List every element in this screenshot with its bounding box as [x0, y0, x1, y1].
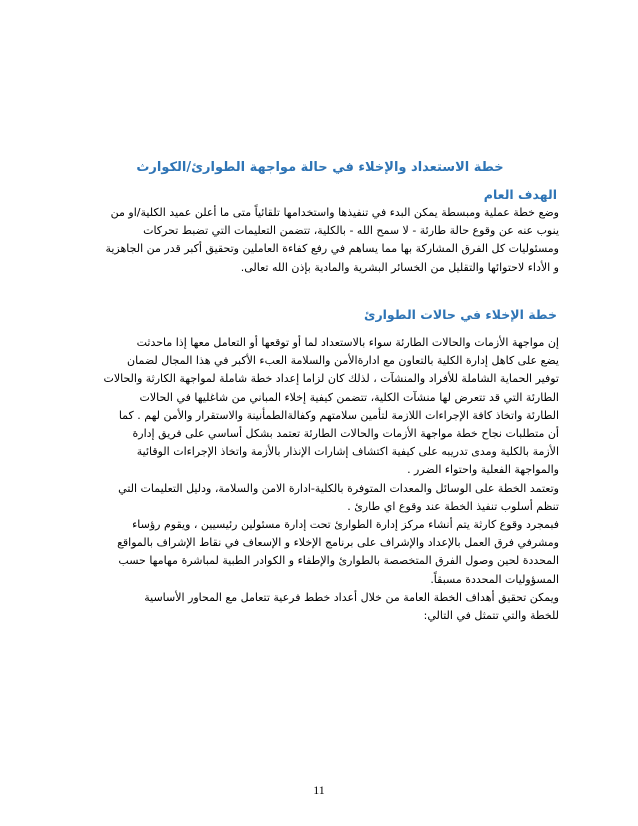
paragraph-line: المحددة لحين وصول الفرق المتخصصة بالطوارئ والإطفاء و الكوادر الطبية لمباشرة مهامها حسب	[118, 554, 559, 568]
paragraph-line: ومشرفي فرق العمل بالإعداد والإشراف على برنامج الإخلاء و الإسعاف في نقاط الإشراف بالمواقع	[117, 536, 559, 550]
paragraph-line: تنظم أسلوب تنفيذ الخطة عند وقوع اي طارئ .	[347, 499, 559, 513]
paragraph-line: و الأداء لاحتوائها والتقليل من الخسائر البشرية والمادية بإذن الله تعالى.	[240, 260, 559, 274]
page-number: 11	[313, 783, 325, 797]
document-title: خطة الاستعداد والإخلاء في حالة مواجهة الطوارئ/الكوارث	[136, 160, 504, 175]
paragraph-line: المسؤوليات المحددة مسبقاً.	[430, 572, 559, 586]
paragraph-line: الأزمة بالكلية ومدى تدريبه على كيفية اكتشاف إشارات الإنذار بالأزمة واتخاذ الإجراءات الوقائية	[136, 445, 559, 459]
section-general-goal-heading: الهدف العام	[483, 187, 557, 202]
paragraph-line: إن مواجهة الأزمات والحالات الطارئة سواء بالاستعداد لما أو توقعها أو التعامل معها إذا ماحدثت	[136, 336, 559, 349]
paragraph-line: ويمكن تحقيق أهداف الخطة العامة من خلال أعداد خطط فرعية تتعامل مع المحاور الأساسية	[144, 590, 559, 604]
paragraph-line: ينوب عنه عن وقوع حالة طارئة - لا سمح الله - بالكلية، تتضمن التعليمات التي تضبط تحركات	[143, 224, 559, 238]
paragraph-line: والمواجهة الفعلية واحتواء الضرر .	[407, 463, 559, 477]
paragraph-line: الطارئة التي قد تتعرض لها منشآت الكلية، تتضمن كيفية إخلاء المباني من شاغليها في الحالات	[139, 390, 559, 404]
paragraph-line: يضع على كاهل إدارة الكلية بالتعاون مع ادارةالأمن والسلامة العبء الأكبر في هذا المجال لضمان	[127, 354, 559, 368]
paragraph-line: وضع خطة عملية ومبسطة يمكن البدء في تنفيذها واستخدامها تلقائياً متى ما أعلن عميد الكلية/او من	[110, 206, 559, 219]
paragraph-line: فبمجرد وقوع كارثة يتم أنشاء مركز إدارة الطوارئ تحت إدارة مسئولين رئيسيين ، ويقوم رؤساء	[132, 518, 559, 532]
paragraph-line: توفير الحماية الشاملة للأفراد والمنشآت ، لذلك كان لزاما إعداد خطة شاملة لمواجهة الكارثة والحالات	[103, 372, 559, 386]
paragraph-line: أن متطلبات نجاح خطة مواجهة الأزمات والحالات الطارئة تعتمد بشكل أساسي على فريق إدارة	[132, 427, 559, 441]
section-evacuation-paragraph	[81, 334, 559, 625]
section-evacuation-heading: خطة الإخلاء في حالات الطوارئ	[364, 307, 557, 322]
section-general-goal-paragraph	[81, 204, 559, 277]
paragraph-line: وتعتمد الخطة على الوسائل والمعدات المتوفرة بالكلية-ادارة الامن والسلامة، ودليل التعليمات التي	[118, 481, 559, 495]
paragraph-line: الطارئة واتخاذ كافة الإجراءات اللازمة لتأمين سلامتهم وكفالةالطمأنينة والاستقرار والأمن لهم . كما	[118, 408, 559, 422]
paragraph-line: للخطة والتي تتمثل في التالي:	[423, 609, 559, 623]
paragraph-line: ومسئوليات كل الفرق المشاركة بها مما يساهم في رفع كفاءة العاملين وتحقيق أكبر قدر من الجاهزية	[105, 242, 559, 256]
